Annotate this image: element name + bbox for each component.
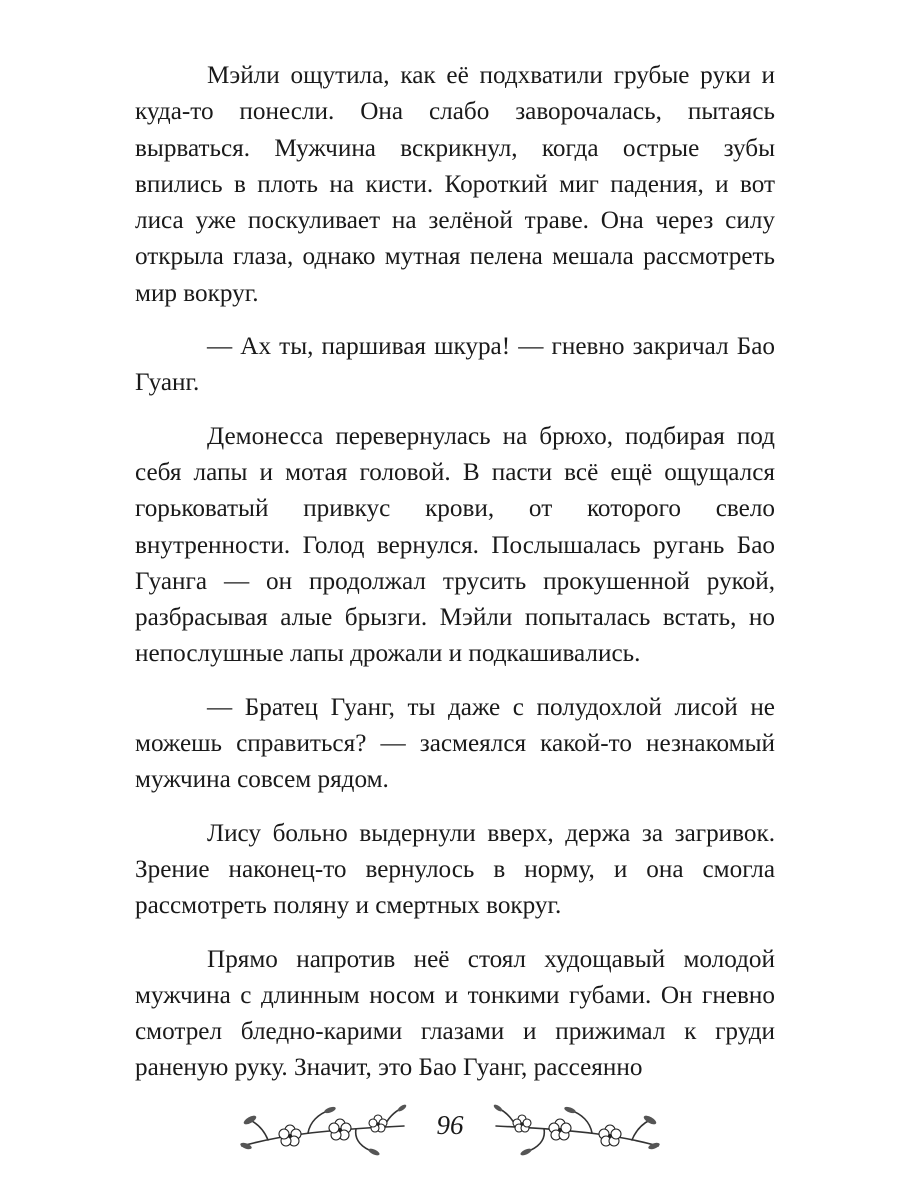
paragraph: Лису больно выдернули вверх, держа за загривок. Зрение наконец-то вернулось в норму, и она смогла рассмотреть поляну и смертных вокруг. [135, 819, 775, 920]
paragraph: Мэйли ощутила, как её подхватили грубые руки и куда-то понесли. Она слабо заворочалась, пытаясь вырваться. Мужчина вскрикнул, когда острые зубы впились в плоть на кисти. Короткий миг падения, и вот лиса уже поскуливает на зелёной траве. Она через силу открыла глаза, однако мутная пелена мешала рассмотреть мир вокруг. [135, 62, 775, 307]
page-footer [0, 1100, 900, 1170]
page-number: 96 [436, 1110, 464, 1140]
paragraph: Прямо напротив неё стоял худощавый молодой мужчина с длинным носом и тонкими губами. Он гневно смотрел бледно-карими глазами и прижимал к груди раненую руку. Значит, это Бао Гуанг, рассеянно [135, 945, 775, 1082]
blossom-branch-icon [492, 1100, 662, 1160]
paragraph: — Ах ты, паршивая шкура! — гневно закричал Бао Гуанг. [135, 333, 775, 397]
paragraph: Демонесса перевернулась на брюхо, подбирая под себя лапы и мотая головой. В пасти всё ещё ощущался горьковатый привкус крови, от которого свело внутренности. Голод вернулся. Послышалась ругань Бао Гуанга — он продолжал трусить прокушенной рукой, разбрасывая алые брызги. Мэйли попыталась встать, но непослушные лапы дрожали и подкашивались. [135, 422, 775, 668]
paragraph: — Братец Гуанг, ты даже с полудохлой лисой не можешь справиться? — засмеялся какой-то незнакомый мужчина совсем рядом. [135, 693, 775, 794]
body-text [135, 58, 775, 1087]
